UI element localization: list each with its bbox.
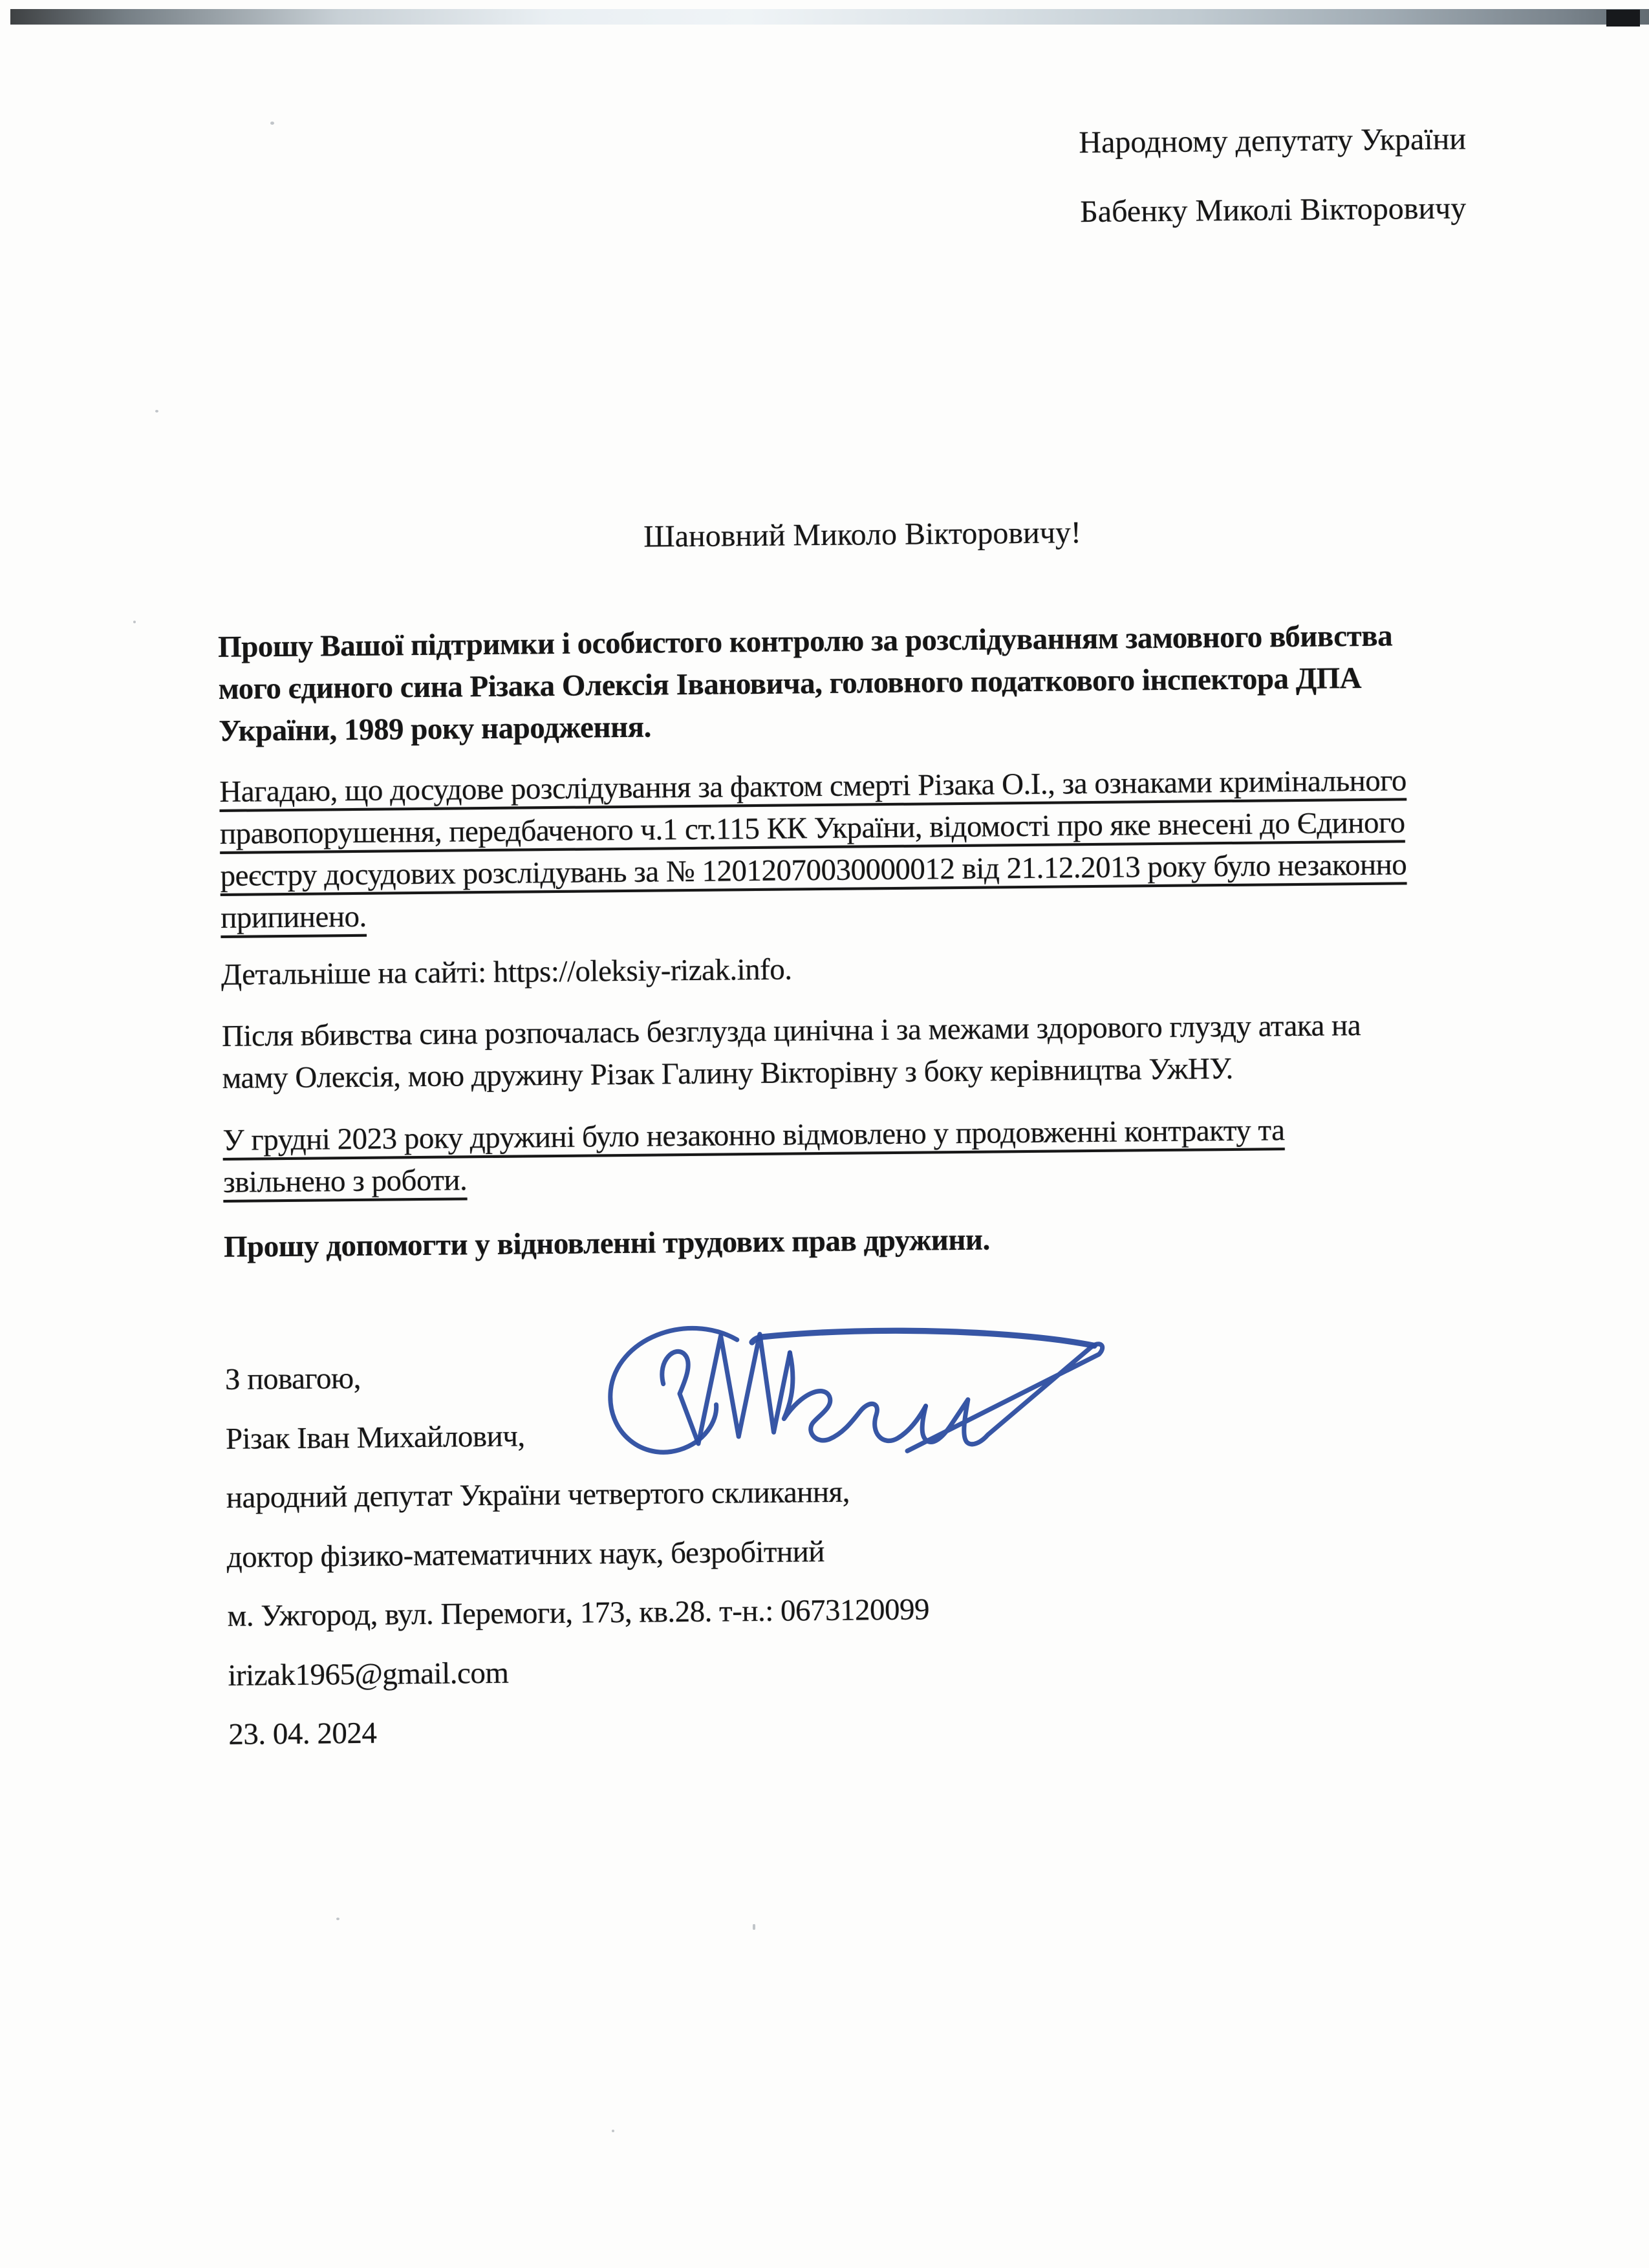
paragraph-line: Нагадаю, що досудове розслідування за фактом смерті Різака О.І., за ознаками кримінального: [219, 764, 1407, 809]
closing-name: Різак Іван Михайлович,: [225, 1418, 525, 1456]
salutation: Шановний Миколо Вікторовичу!: [643, 515, 1082, 554]
paragraph-line: звільнено з роботи.: [222, 1163, 468, 1199]
paragraph-line: У грудні 2023 року дружині було незаконно відмовлено у продовженні контракту та: [222, 1113, 1285, 1157]
paragraph-line: України, 1989 року народження.: [219, 710, 652, 748]
recipient-line: Бабенку Миколі Вікторовичу: [1079, 191, 1467, 230]
signature-ink: [601, 1317, 1133, 1466]
paragraph-line: Детальніше на сайті: https://oleksiy-rizak.info.: [221, 952, 792, 992]
paragraph-line: правопорушення, передбаченого ч.1 ст.115 КК України, відомості про яке внесені до Єдиного: [219, 806, 1405, 851]
closing-email: irizak1965@gmail.com: [228, 1656, 509, 1693]
paragraph-line: маму Олексія, мою дружину Різак Галину Вікторівну з боку керівництва УжНУ.: [222, 1051, 1233, 1095]
paragraph-line: Прошу Вашої підтримки і особистого контролю за розслідуванням замовного вбивства: [217, 619, 1393, 664]
closing-address: м. Ужгород, вул. Перемоги, 173, кв.28. т-н.: 0673120099: [227, 1592, 930, 1633]
closing-title: народний депутат України четвертого скликання,: [226, 1475, 850, 1515]
closing-title: доктор фізико-математичних наук, безробітний: [226, 1534, 825, 1574]
recipient-block: [1052, 120, 1493, 231]
paragraph-dismissal: [222, 1107, 1529, 1204]
paragraph-line: припинено.: [220, 899, 367, 935]
paragraph-request: [218, 614, 1525, 753]
paragraph-website: [221, 942, 1528, 996]
closing-regards: З повагою,: [224, 1361, 361, 1396]
recipient-line: Народному депутату України: [1079, 122, 1467, 160]
closing-date: 23. 04. 2024: [228, 1716, 377, 1751]
paragraph-line: мого єдиного сина Різака Олексія Івановича, головного податкового інспектора ДПА: [218, 661, 1362, 706]
paragraph-line: Після вбивства сина розпочалась безглузда цинічна і за межами здорового глузду атака на: [221, 1009, 1361, 1053]
paragraph-help-request: [224, 1214, 1531, 1268]
paragraph-investigation: [219, 759, 1527, 939]
paragraph-attack: [222, 1003, 1529, 1100]
paragraph-line: Прошу допомогти у відновленні трудових прав дружини.: [223, 1223, 990, 1264]
paragraph-line: реєстру досудових розслідувань за № 12012070030000012 від 21.12.2013 року було незаконно: [220, 848, 1407, 893]
